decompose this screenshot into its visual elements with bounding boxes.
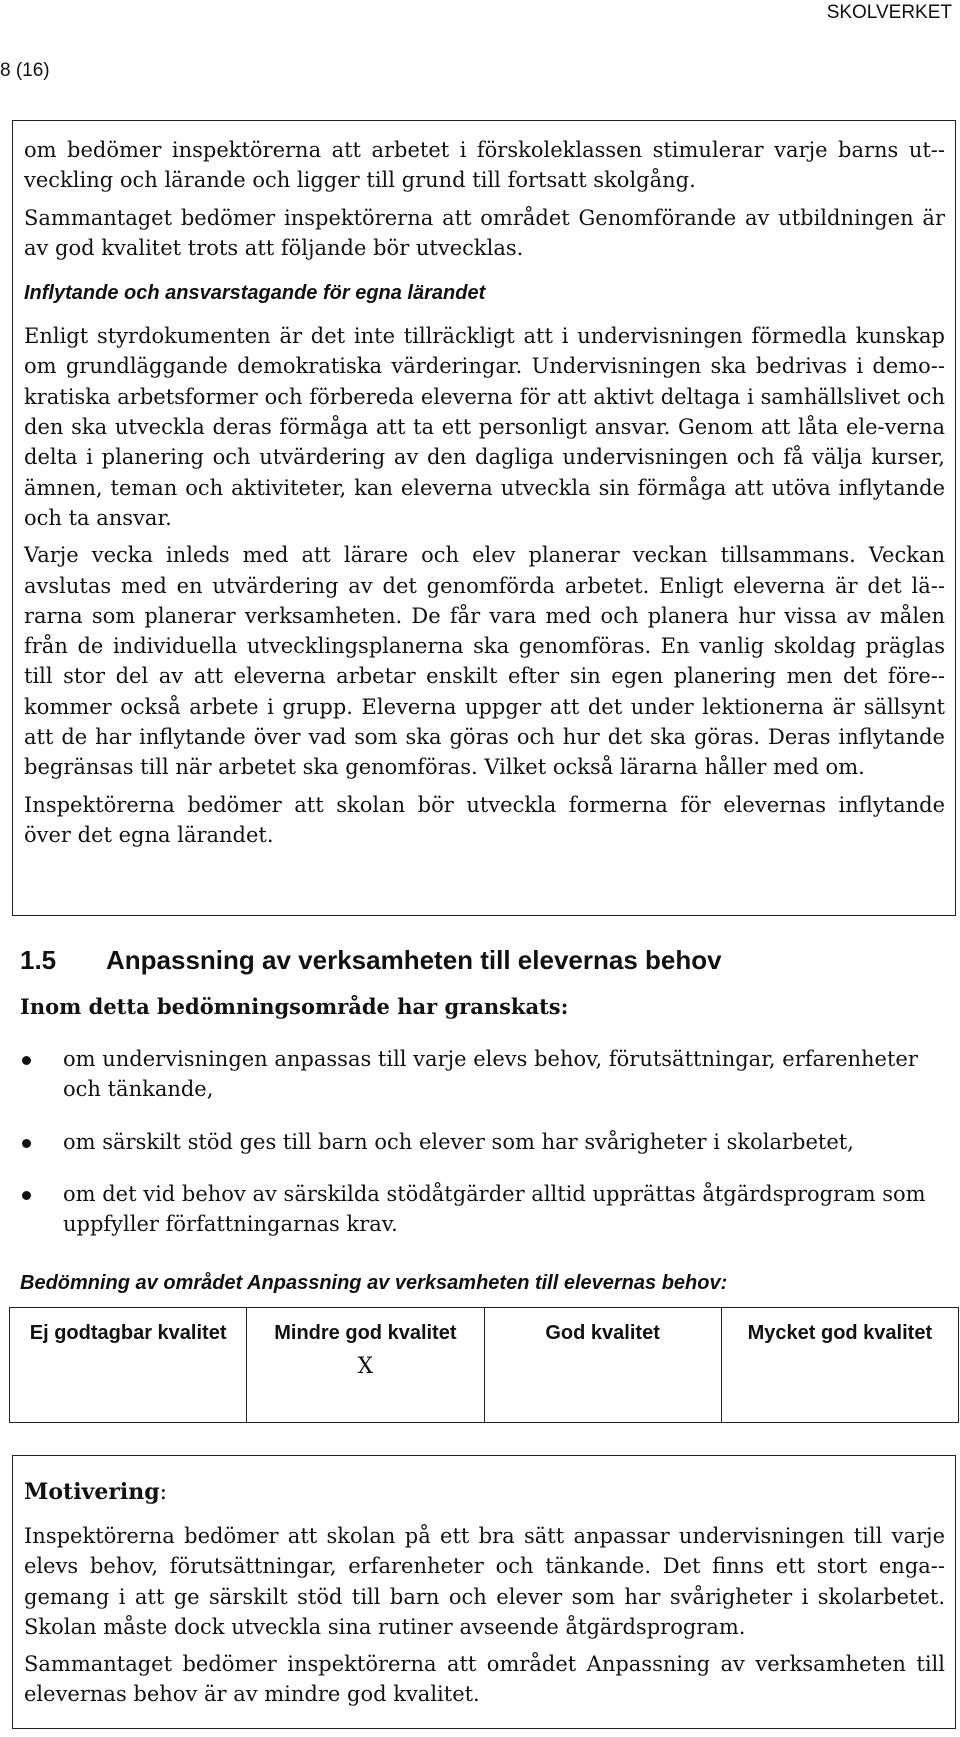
list-item [20,1179,945,1240]
list-item-text: om det vid behov av särskilda stödåtgärder alltid upprättas åtgärdsprogram som uppfyller författningarnas krav. [63,1181,926,1237]
grade-cell [484,1308,721,1423]
paragraph: om bedömer inspektörerna att arbetet i förskoleklassen stimulerar varje barns ut-veckling och lärande och ligger till grund till fortsatt skolgång. [24,138,945,193]
paragraph: Sammantaget bedömer inspektörerna att området Anpassning av verksamheten till elevernas behov är av mindre god kvalitet. [24,1652,945,1707]
list-item-text: om särskilt stöd ges till barn och elever som har svårigheter i skolarbetet, [63,1129,854,1154]
paragraph: Varje vecka inleds med att lärare och elev planerar veckan tillsammans. Veckan avslutas med en utvärdering av det genomförda arbetet. Enligt eleverna är det lä-rarna som planerar verksamheten. De får vara med och planera hur vissa av målen från de individuella utvecklingsplanerna ska genomföras. En vanlig skoldag präglas till stor del av att eleverna arbetar enskilt efter sin egen planering men det före-kommer också arbete i grupp. Eleverna uppger att det under lektionerna är sällsynt att de har inflytande över vad som ska göras och hur det ska göras. Deras inflytande begränsas till när arbetet ska genomföras. Vilket också lärarna håller med om. [24,543,945,780]
paragraph: Enligt styrdokumenten är det inte tillräckligt att i undervisningen förmedla kunskap om grundläggande demokratiska värderingar. Undervisningen ska bedrivas i demo-kratiska arbetsformer och förbereda eleverna för att aktivt deltaga i samhällslivet och den ska utveckla deras förmåga att ta ett personligt ansvar. Genom att låta ele-verna delta i planering och utvärdering av den dagliga undervisningen och få välja kurser, ämnen, teman och aktiviteter, kan eleverna utveckla sin förmåga att utöva inflytande och ta ansvar. [24,324,945,530]
grade-mark: X [357,1354,374,1379]
assessment-text-box [12,120,956,916]
section-number: 1.5 [20,945,57,975]
bullet-icon [22,1056,31,1065]
grade-cell [10,1308,247,1423]
motivation-heading [24,1478,945,1507]
grade-row [10,1308,959,1423]
grade-label: God kvalitet [545,1322,660,1344]
grade-table [9,1307,959,1423]
page-number: 8 (16) [0,60,50,81]
review-intro: Inom detta bedömningsområde har granskats: [20,994,569,1019]
paragraph: Sammantaget bedömer inspektörerna att området Genomförande av utbildningen är av god kvalitet trots att följande bör utvecklas. [24,205,945,260]
header-org: SKOLVERKET [826,2,952,23]
section-heading [20,945,722,976]
grade-cell [721,1308,958,1423]
assessment-title: Bedömning av området Anpassning av verksamheten till elevernas behov: [20,1272,728,1294]
motivation-box [12,1455,956,1729]
paragraph: Inspektörerna bedömer att skolan på ett bra sätt anpassar undervisningen till varje elevs behov, förutsättningar, erfarenheter och tänkande. Det finns ett stort enga-gemang i att ge särskilt stöd till barn och elever som har svårigheter i skolarbetet. Skolan måste dock utveckla sina rutiner avseende åtgärdsprogram. [24,1524,945,1639]
grade-label: Mycket god kvalitet [747,1322,933,1344]
list-item-text: om undervisningen anpassas till varje elevs behov, förutsättningar, erfarenheter och tänkande, [63,1047,918,1102]
review-criteria-list [20,1044,945,1261]
list-item [20,1127,945,1157]
motivation-label: Motivering [24,1479,160,1505]
motivation-colon: : [159,1480,168,1505]
bullet-icon [22,1139,31,1148]
bullet-icon [22,1191,31,1200]
subheading: Inflytande och ansvarstagande för egna lärandet [24,282,486,305]
section-title: Anpassning av verksamheten till elevernas behov [106,945,722,975]
grade-label: Ej godtagbar kvalitet [29,1322,227,1344]
paragraph: Inspektörerna bedömer att skolan bör utveckla formerna för elevernas inflytande över det egna lärandet. [24,792,945,847]
grade-cell [247,1308,484,1423]
grade-label: Mindre god kvalitet [274,1322,457,1344]
list-item [20,1044,945,1105]
